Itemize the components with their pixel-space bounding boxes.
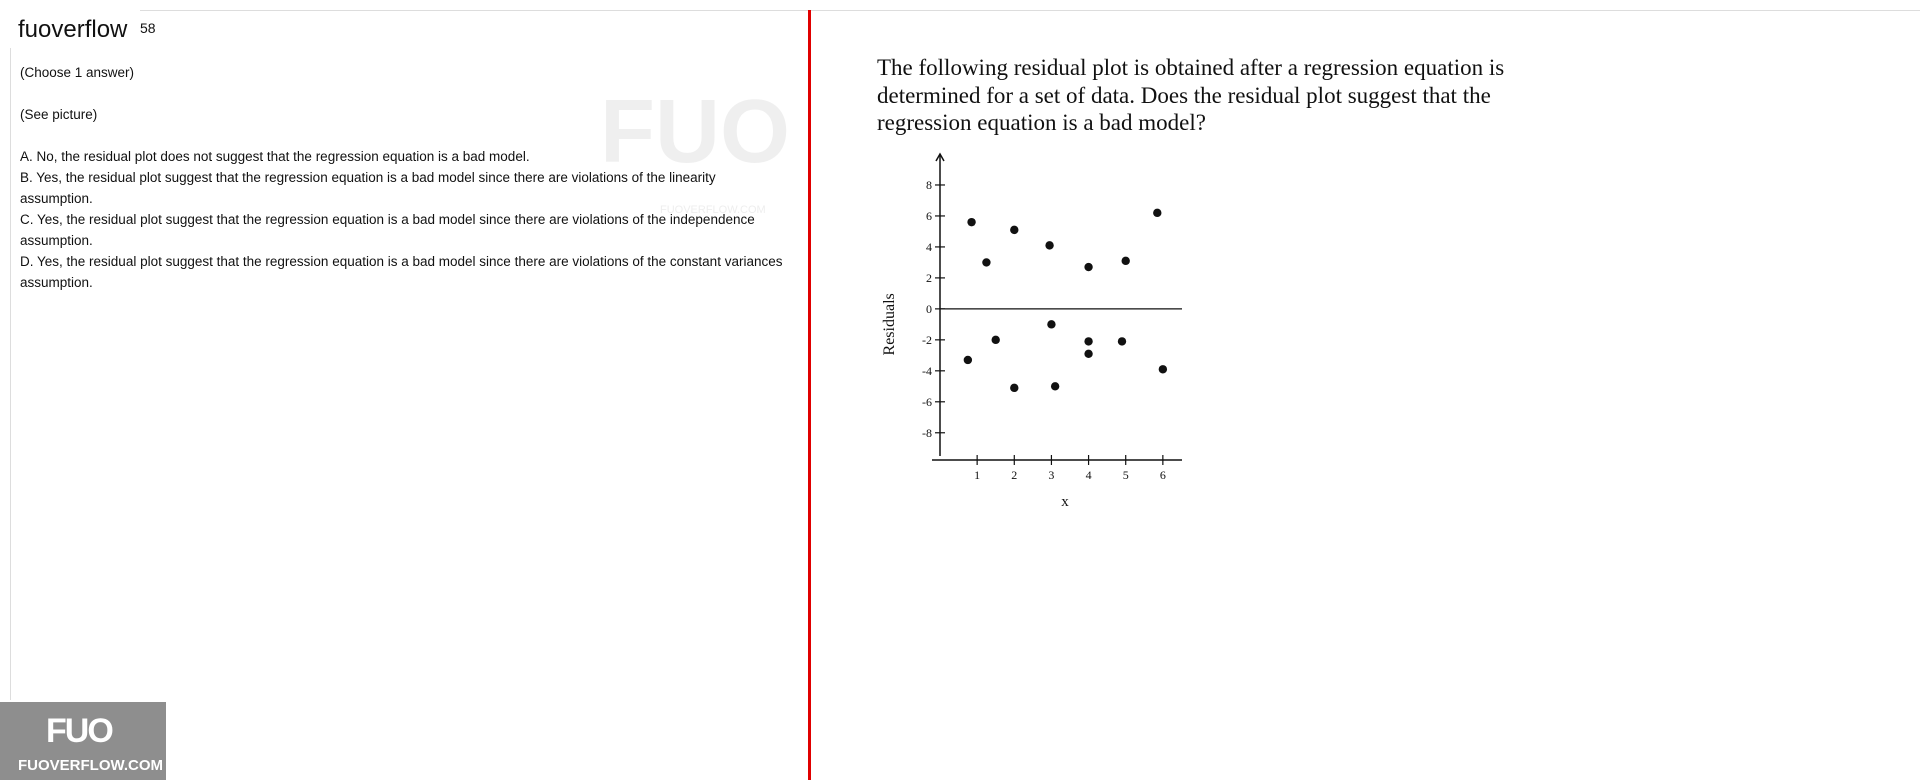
data-point <box>1153 209 1161 217</box>
data-point <box>992 336 1000 344</box>
x-tick-label: 6 <box>1159 468 1166 482</box>
data-point <box>1084 350 1092 358</box>
answer-panel <box>20 62 790 293</box>
fuoverflow-logo[interactable] <box>0 702 166 780</box>
y-axis-title: Residuals <box>881 293 898 356</box>
data-point <box>1045 241 1053 249</box>
data-point <box>982 258 990 266</box>
site-brand[interactable]: fuoverflow <box>18 16 128 43</box>
logo-mark: FUO <box>46 712 112 750</box>
answer-option-b[interactable]: B. Yes, the residual plot suggest that the regression equation is a bad model since there are violations of the linearity assumption. <box>20 170 716 206</box>
pane-divider <box>808 10 811 780</box>
data-point <box>1122 257 1130 265</box>
logo-text: FUOVERFLOW.COM <box>18 757 163 774</box>
y-tick-label: -2 <box>922 332 932 347</box>
faint-watermark-text: FUOVERFLOW.COM <box>660 204 766 216</box>
question-text: The following residual plot is obtained after a regression equation is determined for a set of data. Does the residual plot suggest that the regression equation is a bad model? <box>877 55 1505 135</box>
x-axis-title: x <box>1061 494 1069 508</box>
answer-option-c[interactable]: C. Yes, the residual plot suggest that the regression equation is a bad model since there are violations of the independence assumption. <box>20 212 755 248</box>
y-tick-label: 2 <box>926 270 932 285</box>
data-point <box>1084 263 1092 271</box>
y-tick-label: -6 <box>922 394 932 409</box>
see-picture-note: (See picture) <box>20 107 98 122</box>
y-tick-label: 0 <box>926 301 932 316</box>
data-point <box>1047 320 1055 328</box>
data-point <box>1159 365 1167 373</box>
y-tick-label: -4 <box>922 363 932 378</box>
left-border <box>10 48 11 700</box>
data-point <box>1010 384 1018 392</box>
x-tick-label: 2 <box>1011 468 1018 482</box>
data-point <box>967 218 975 226</box>
choose-instruction: (Choose 1 answer) <box>20 65 135 80</box>
data-point <box>1084 337 1092 345</box>
top-divider <box>140 10 1920 11</box>
x-tick-label: 4 <box>1085 468 1092 482</box>
x-tick-label: 5 <box>1122 468 1129 482</box>
data-point <box>1010 226 1018 234</box>
y-tick-label: 6 <box>926 208 932 223</box>
y-tick-label: -8 <box>922 425 932 440</box>
x-tick-label: 3 <box>1048 468 1055 482</box>
y-tick-label: 8 <box>926 177 932 192</box>
svg-text:FUO: FUO <box>600 82 790 182</box>
data-point <box>964 356 972 364</box>
question-number: 58 <box>140 20 156 36</box>
answer-option-d[interactable]: D. Yes, the residual plot suggest that the regression equation is a bad model since there are violations of the constant variances assumption. <box>20 254 783 290</box>
y-tick-label: 4 <box>926 239 932 254</box>
data-point <box>1051 382 1059 390</box>
answer-option-a[interactable]: A. No, the residual plot does not suggest that the regression equation is a bad model. <box>20 149 530 164</box>
residual-plot <box>880 148 1320 508</box>
data-point <box>1118 337 1126 345</box>
x-tick-label: 1 <box>974 468 981 482</box>
